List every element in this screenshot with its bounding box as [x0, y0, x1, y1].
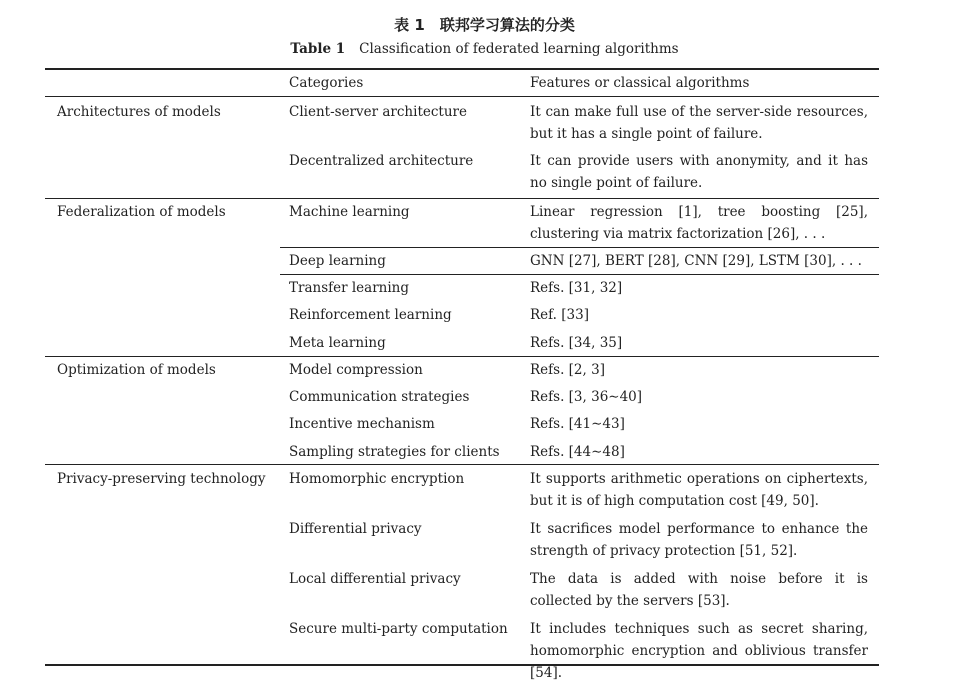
row-features: The data is added with noise before it is collected by the servers [53].	[530, 571, 868, 609]
row-features: Refs. [44∼48]	[530, 444, 625, 460]
caption-english	[0, 41, 969, 57]
row-category: Model compression	[289, 362, 423, 378]
caption-chinese: 表 1 联邦学习算法的分类	[394, 16, 575, 34]
row-features: It includes techniques such as secret sharing, homomorphic encryption and oblivious transfer [54].	[530, 621, 868, 681]
row-category: Meta learning	[289, 335, 386, 351]
row-category: Deep learning	[289, 253, 386, 269]
row-features: Linear regression [1], tree boosting [25], clustering via matrix factorization [26], . . .	[530, 204, 868, 242]
row-features: It can make full use of the server-side resources, but it has a single point of failure.	[530, 104, 868, 142]
row-category: Decentralized architecture	[289, 153, 474, 169]
row-category: Differential privacy	[289, 521, 422, 537]
row-category: Transfer learning	[289, 280, 410, 296]
row-features: GNN [27], BERT [28], CNN [29], LSTM [30], . . .	[530, 253, 862, 269]
row-category: Communication strategies	[289, 389, 470, 405]
top-rule	[45, 68, 879, 70]
header-features: Features or classical algorithms	[530, 75, 750, 91]
caption-title: Classification of federated learning algorithms	[359, 41, 679, 57]
row-category: Client-server architecture	[289, 104, 467, 120]
row-features: Refs. [34, 35]	[530, 335, 623, 351]
row-group-label: Privacy-preserving technology	[57, 471, 266, 487]
caption-label: Table 1	[290, 41, 346, 57]
bottom-rule	[45, 664, 879, 666]
row-features: Refs. [31, 32]	[530, 280, 623, 296]
row-category: Reinforcement learning	[289, 307, 452, 323]
row-features: It sacrifices model performance to enhance the strength of privacy protection [51, 52].	[530, 521, 868, 559]
row-features: It can provide users with anonymity, and it has no single point of failure.	[530, 153, 868, 191]
header-rule	[45, 96, 879, 97]
row-rule	[280, 274, 879, 275]
row-category: Homomorphic encryption	[289, 471, 465, 487]
row-features: Refs. [41∼43]	[530, 416, 625, 432]
row-category: Machine learning	[289, 204, 410, 220]
row-features: Ref. [33]	[530, 307, 589, 323]
row-category: Sampling strategies for clients	[289, 444, 500, 460]
header-categories: Categories	[289, 75, 364, 91]
row-category: Secure multi-party computation	[289, 621, 508, 637]
row-category: Incentive mechanism	[289, 416, 435, 432]
group-rule	[45, 356, 879, 357]
row-features: Refs. [3, 36∼40]	[530, 389, 643, 405]
row-rule	[280, 247, 879, 248]
row-features: It supports arithmetic operations on ciphertexts, but it is of high computation cost [49, 50].	[530, 471, 868, 509]
row-features: Refs. [2, 3]	[530, 362, 605, 378]
row-group-label: Architectures of models	[57, 104, 221, 120]
group-rule	[45, 464, 879, 465]
group-rule	[45, 198, 879, 199]
row-category: Local differential privacy	[289, 571, 461, 587]
row-group-label: Optimization of models	[57, 362, 216, 378]
row-group-label: Federalization of models	[57, 204, 226, 220]
